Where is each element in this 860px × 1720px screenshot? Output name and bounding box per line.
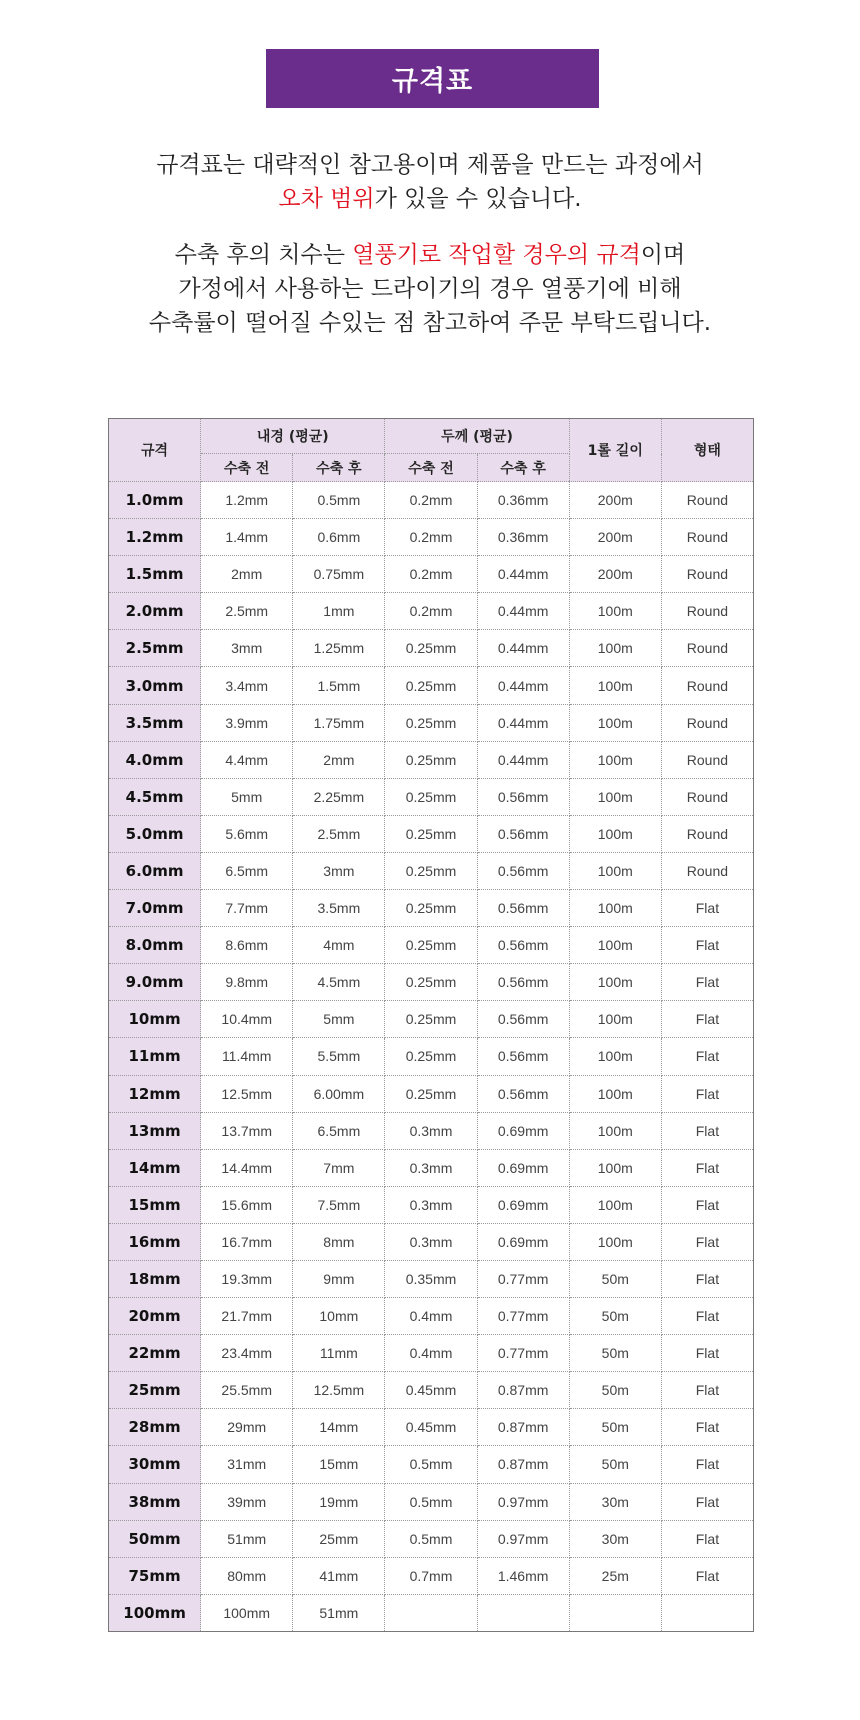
cell-thickness-before: 0.25mm [385, 1038, 477, 1075]
cell-inner-before: 8.6mm [201, 927, 293, 964]
cell-thickness-after: 0.44mm [477, 630, 569, 667]
cell-shape: Round [661, 630, 753, 667]
cell-roll-length: 100m [569, 1112, 661, 1149]
cell-shape: Flat [661, 1483, 753, 1520]
cell-inner-before: 15.6mm [201, 1186, 293, 1223]
cell-thickness-before: 0.2mm [385, 556, 477, 593]
header-roll-length: 1롤 길이 [569, 419, 661, 482]
cell-inner-before: 25.5mm [201, 1372, 293, 1409]
table-row [109, 778, 754, 815]
cell-roll-length: 200m [569, 556, 661, 593]
notice-line: 가정에서 사용하는 드라이기의 경우 열풍기에 비해 [178, 276, 682, 302]
table-row [109, 1186, 754, 1223]
cell-roll-length: 50m [569, 1298, 661, 1335]
cell-inner-before: 19.3mm [201, 1260, 293, 1297]
table-row [109, 964, 754, 1001]
cell-shape: Round [661, 815, 753, 852]
cell-spec: 9.0mm [109, 964, 201, 1001]
cell-spec: 50mm [109, 1520, 201, 1557]
cell-inner-before: 7.7mm [201, 890, 293, 927]
cell-spec: 38mm [109, 1483, 201, 1520]
table-row [109, 741, 754, 778]
cell-thickness-before: 0.25mm [385, 667, 477, 704]
cell-thickness-before: 0.25mm [385, 630, 477, 667]
cell-inner-before: 1.4mm [201, 519, 293, 556]
cell-thickness-before: 0.25mm [385, 964, 477, 1001]
table-row [109, 630, 754, 667]
cell-roll-length: 100m [569, 964, 661, 1001]
cell-spec: 2.5mm [109, 630, 201, 667]
cell-spec: 15mm [109, 1186, 201, 1223]
cell-inner-after: 9mm [293, 1260, 385, 1297]
cell-roll-length: 100m [569, 815, 661, 852]
cell-shape: Round [661, 667, 753, 704]
cell-inner-before: 2mm [201, 556, 293, 593]
cell-spec: 1.5mm [109, 556, 201, 593]
table-row [109, 1112, 754, 1149]
cell-shape: Round [661, 852, 753, 889]
cell-thickness-after: 0.44mm [477, 741, 569, 778]
cell-thickness-after: 0.44mm [477, 704, 569, 741]
cell-thickness-after: 0.44mm [477, 556, 569, 593]
cell-thickness-before: 0.7mm [385, 1557, 477, 1594]
cell-inner-after: 8mm [293, 1223, 385, 1260]
cell-spec: 5.0mm [109, 815, 201, 852]
table-row [109, 1520, 754, 1557]
cell-spec: 20mm [109, 1298, 201, 1335]
cell-shape: Round [661, 519, 753, 556]
cell-thickness-after: 0.44mm [477, 667, 569, 704]
table-row [109, 1335, 754, 1372]
cell-roll-length: 25m [569, 1557, 661, 1594]
cell-thickness-before: 0.2mm [385, 593, 477, 630]
cell-inner-after: 2.25mm [293, 778, 385, 815]
page-title: 규격표 [266, 49, 599, 108]
cell-thickness-before: 0.3mm [385, 1186, 477, 1223]
cell-thickness-before: 0.5mm [385, 1520, 477, 1557]
cell-inner-before: 9.8mm [201, 964, 293, 1001]
cell-thickness-after: 0.87mm [477, 1409, 569, 1446]
table-row [109, 1223, 754, 1260]
cell-spec: 3.0mm [109, 667, 201, 704]
cell-thickness-before: 0.25mm [385, 1001, 477, 1038]
cell-thickness-before: 0.4mm [385, 1335, 477, 1372]
cell-roll-length: 200m [569, 482, 661, 519]
cell-thickness-after: 0.44mm [477, 593, 569, 630]
cell-spec: 8.0mm [109, 927, 201, 964]
cell-shape: Flat [661, 1075, 753, 1112]
cell-thickness-before: 0.25mm [385, 778, 477, 815]
cell-inner-after: 14mm [293, 1409, 385, 1446]
cell-roll-length: 30m [569, 1483, 661, 1520]
cell-spec: 25mm [109, 1372, 201, 1409]
cell-inner-before: 23.4mm [201, 1335, 293, 1372]
table-row [109, 1001, 754, 1038]
cell-thickness-after: 0.56mm [477, 815, 569, 852]
header-inner-before: 수축 전 [201, 454, 293, 482]
cell-inner-before: 13.7mm [201, 1112, 293, 1149]
cell-roll-length: 100m [569, 778, 661, 815]
cell-spec: 3.5mm [109, 704, 201, 741]
cell-shape: Round [661, 556, 753, 593]
cell-shape: Flat [661, 1446, 753, 1483]
table-row [109, 1409, 754, 1446]
table-row [109, 1038, 754, 1075]
cell-shape: Round [661, 778, 753, 815]
cell-thickness-before: 0.3mm [385, 1149, 477, 1186]
cell-inner-after: 0.6mm [293, 519, 385, 556]
cell-thickness-after: 0.87mm [477, 1446, 569, 1483]
cell-roll-length: 100m [569, 741, 661, 778]
cell-inner-before: 100mm [201, 1594, 293, 1631]
cell-thickness-after: 0.69mm [477, 1112, 569, 1149]
cell-thickness-before: 0.25mm [385, 890, 477, 927]
cell-inner-after: 2.5mm [293, 815, 385, 852]
cell-thickness-after: 0.56mm [477, 1001, 569, 1038]
cell-shape: Flat [661, 1038, 753, 1075]
cell-inner-before: 39mm [201, 1483, 293, 1520]
cell-inner-before: 6.5mm [201, 852, 293, 889]
cell-inner-before: 3mm [201, 630, 293, 667]
cell-thickness-before: 0.2mm [385, 482, 477, 519]
table-row [109, 1557, 754, 1594]
cell-roll-length: 100m [569, 630, 661, 667]
cell-inner-after: 5.5mm [293, 1038, 385, 1075]
table-row [109, 1372, 754, 1409]
header-thickness: 두께 (평균) [385, 419, 569, 454]
cell-thickness-before [385, 1594, 477, 1631]
cell-roll-length: 50m [569, 1372, 661, 1409]
cell-roll-length: 100m [569, 1001, 661, 1038]
cell-inner-after: 11mm [293, 1335, 385, 1372]
cell-inner-before: 80mm [201, 1557, 293, 1594]
cell-thickness-before: 0.4mm [385, 1298, 477, 1335]
table-row [109, 482, 754, 519]
cell-shape: Round [661, 704, 753, 741]
cell-inner-after: 3.5mm [293, 890, 385, 927]
notice-text: 이며 [640, 242, 686, 268]
cell-inner-after: 1mm [293, 593, 385, 630]
cell-shape: Flat [661, 1260, 753, 1297]
cell-thickness-after: 0.97mm [477, 1520, 569, 1557]
cell-spec: 4.5mm [109, 778, 201, 815]
cell-spec: 1.0mm [109, 482, 201, 519]
cell-shape [661, 1594, 753, 1631]
cell-thickness-before: 0.25mm [385, 741, 477, 778]
table-row [109, 704, 754, 741]
cell-shape: Flat [661, 1557, 753, 1594]
cell-thickness-after: 1.46mm [477, 1557, 569, 1594]
cell-roll-length: 100m [569, 852, 661, 889]
cell-shape: Flat [661, 964, 753, 1001]
cell-inner-after: 12.5mm [293, 1372, 385, 1409]
table-row [109, 1075, 754, 1112]
table-row [109, 890, 754, 927]
table-row [109, 1298, 754, 1335]
cell-inner-after: 41mm [293, 1557, 385, 1594]
cell-inner-before: 16.7mm [201, 1223, 293, 1260]
cell-inner-after: 1.25mm [293, 630, 385, 667]
header-spec: 규격 [109, 419, 201, 482]
cell-inner-before: 29mm [201, 1409, 293, 1446]
cell-thickness-before: 0.3mm [385, 1223, 477, 1260]
cell-inner-before: 51mm [201, 1520, 293, 1557]
cell-roll-length: 100m [569, 890, 661, 927]
table-row [109, 556, 754, 593]
cell-thickness-after: 0.69mm [477, 1223, 569, 1260]
cell-spec: 18mm [109, 1260, 201, 1297]
cell-inner-after: 51mm [293, 1594, 385, 1631]
cell-spec: 16mm [109, 1223, 201, 1260]
cell-spec: 4.0mm [109, 741, 201, 778]
cell-inner-before: 5mm [201, 778, 293, 815]
cell-spec: 14mm [109, 1149, 201, 1186]
cell-thickness-after: 0.56mm [477, 852, 569, 889]
cell-inner-after: 1.75mm [293, 704, 385, 741]
cell-spec: 12mm [109, 1075, 201, 1112]
cell-inner-after: 3mm [293, 852, 385, 889]
cell-thickness-after: 0.77mm [477, 1260, 569, 1297]
cell-inner-after: 0.75mm [293, 556, 385, 593]
cell-thickness-after: 0.56mm [477, 964, 569, 1001]
cell-shape: Flat [661, 927, 753, 964]
cell-shape: Flat [661, 1520, 753, 1557]
table-body [109, 482, 754, 1632]
cell-thickness-before: 0.3mm [385, 1112, 477, 1149]
cell-roll-length: 100m [569, 1223, 661, 1260]
cell-spec: 13mm [109, 1112, 201, 1149]
table-row [109, 1149, 754, 1186]
cell-roll-length: 100m [569, 667, 661, 704]
cell-shape: Flat [661, 1149, 753, 1186]
header-thickness-after: 수축 후 [477, 454, 569, 482]
cell-spec: 75mm [109, 1557, 201, 1594]
cell-thickness-after: 0.36mm [477, 482, 569, 519]
cell-shape: Flat [661, 1112, 753, 1149]
cell-roll-length: 50m [569, 1335, 661, 1372]
header-shape: 형태 [661, 419, 753, 482]
table-row [109, 667, 754, 704]
cell-inner-after: 4mm [293, 927, 385, 964]
cell-roll-length: 50m [569, 1260, 661, 1297]
notice-text: 가 있을 수 있습니다. [374, 186, 582, 212]
cell-shape: Flat [661, 890, 753, 927]
cell-thickness-before: 0.2mm [385, 519, 477, 556]
cell-inner-before: 31mm [201, 1446, 293, 1483]
cell-thickness-before: 0.5mm [385, 1446, 477, 1483]
cell-inner-before: 10.4mm [201, 1001, 293, 1038]
cell-inner-before: 3.4mm [201, 667, 293, 704]
cell-spec: 22mm [109, 1335, 201, 1372]
cell-thickness-after: 0.56mm [477, 927, 569, 964]
cell-shape: Flat [661, 1372, 753, 1409]
cell-roll-length: 100m [569, 1075, 661, 1112]
notice-text: 수축 후의 치수는 [174, 242, 353, 268]
cell-roll-length: 50m [569, 1409, 661, 1446]
cell-roll-length: 50m [569, 1446, 661, 1483]
table-row [109, 815, 754, 852]
cell-roll-length: 100m [569, 1149, 661, 1186]
table-row [109, 852, 754, 889]
cell-inner-after: 15mm [293, 1446, 385, 1483]
header-inner-diameter: 내경 (평균) [201, 419, 385, 454]
cell-inner-before: 2.5mm [201, 593, 293, 630]
cell-roll-length: 100m [569, 927, 661, 964]
cell-spec: 30mm [109, 1446, 201, 1483]
cell-thickness-before: 0.25mm [385, 1075, 477, 1112]
cell-inner-before: 4.4mm [201, 741, 293, 778]
cell-inner-after: 25mm [293, 1520, 385, 1557]
cell-thickness-after: 0.77mm [477, 1335, 569, 1372]
cell-shape: Flat [661, 1298, 753, 1335]
cell-shape: Flat [661, 1409, 753, 1446]
table-row [109, 927, 754, 964]
notice-tolerance [0, 148, 860, 216]
cell-roll-length: 100m [569, 1186, 661, 1223]
notice-shrinkage [0, 238, 860, 340]
cell-inner-before: 21.7mm [201, 1298, 293, 1335]
table-row [109, 593, 754, 630]
cell-inner-after: 4.5mm [293, 964, 385, 1001]
cell-shape: Round [661, 482, 753, 519]
table-row [109, 1594, 754, 1631]
cell-thickness-after: 0.36mm [477, 519, 569, 556]
cell-inner-after: 19mm [293, 1483, 385, 1520]
cell-spec: 7.0mm [109, 890, 201, 927]
cell-spec: 6.0mm [109, 852, 201, 889]
cell-roll-length [569, 1594, 661, 1631]
cell-inner-after: 10mm [293, 1298, 385, 1335]
cell-shape: Flat [661, 1335, 753, 1372]
cell-roll-length: 200m [569, 519, 661, 556]
cell-thickness-before: 0.5mm [385, 1483, 477, 1520]
cell-roll-length: 30m [569, 1520, 661, 1557]
cell-thickness-before: 0.25mm [385, 927, 477, 964]
cell-thickness-after: 0.97mm [477, 1483, 569, 1520]
cell-thickness-after: 0.87mm [477, 1372, 569, 1409]
cell-inner-before: 14.4mm [201, 1149, 293, 1186]
cell-shape: Flat [661, 1186, 753, 1223]
cell-inner-before: 11.4mm [201, 1038, 293, 1075]
cell-inner-after: 2mm [293, 741, 385, 778]
cell-spec: 11mm [109, 1038, 201, 1075]
cell-inner-before: 3.9mm [201, 704, 293, 741]
cell-inner-before: 1.2mm [201, 482, 293, 519]
cell-shape: Round [661, 741, 753, 778]
cell-spec: 1.2mm [109, 519, 201, 556]
cell-spec: 100mm [109, 1594, 201, 1631]
cell-shape: Round [661, 593, 753, 630]
header-inner-after: 수축 후 [293, 454, 385, 482]
cell-thickness-before: 0.45mm [385, 1372, 477, 1409]
highlight-text: 열풍기로 작업할 경우의 규격 [352, 242, 641, 268]
cell-shape: Flat [661, 1223, 753, 1260]
cell-spec: 10mm [109, 1001, 201, 1038]
cell-thickness-before: 0.45mm [385, 1409, 477, 1446]
cell-inner-after: 5mm [293, 1001, 385, 1038]
table-row [109, 1260, 754, 1297]
header-thickness-before: 수축 전 [385, 454, 477, 482]
notice-line [0, 182, 860, 216]
table-header-row [109, 419, 754, 454]
cell-thickness-after: 0.56mm [477, 890, 569, 927]
cell-inner-before: 12.5mm [201, 1075, 293, 1112]
cell-thickness-after: 0.69mm [477, 1186, 569, 1223]
spec-table [108, 418, 754, 1632]
notice-line [0, 238, 860, 272]
notice-line: 규격표는 대략적인 참고용이며 제품을 만드는 과정에서 [156, 152, 704, 178]
table-row [109, 1446, 754, 1483]
table-row [109, 1483, 754, 1520]
cell-spec: 28mm [109, 1409, 201, 1446]
highlight-text: 오차 범위 [278, 186, 375, 212]
table-row [109, 519, 754, 556]
cell-inner-before: 5.6mm [201, 815, 293, 852]
cell-inner-after: 6.5mm [293, 1112, 385, 1149]
cell-roll-length: 100m [569, 704, 661, 741]
cell-thickness-after: 0.56mm [477, 778, 569, 815]
cell-thickness-after: 0.56mm [477, 1038, 569, 1075]
cell-thickness-after [477, 1594, 569, 1631]
cell-inner-after: 7mm [293, 1149, 385, 1186]
cell-thickness-before: 0.25mm [385, 704, 477, 741]
cell-thickness-before: 0.25mm [385, 852, 477, 889]
cell-shape: Flat [661, 1001, 753, 1038]
cell-roll-length: 100m [569, 1038, 661, 1075]
cell-thickness-after: 0.77mm [477, 1298, 569, 1335]
notice-line: 수축률이 떨어질 수있는 점 참고하여 주문 부탁드립니다. [148, 310, 712, 336]
cell-thickness-before: 0.35mm [385, 1260, 477, 1297]
cell-inner-after: 1.5mm [293, 667, 385, 704]
cell-thickness-after: 0.56mm [477, 1075, 569, 1112]
cell-thickness-before: 0.25mm [385, 815, 477, 852]
cell-inner-after: 0.5mm [293, 482, 385, 519]
cell-roll-length: 100m [569, 593, 661, 630]
cell-inner-after: 6.00mm [293, 1075, 385, 1112]
cell-inner-after: 7.5mm [293, 1186, 385, 1223]
cell-thickness-after: 0.69mm [477, 1149, 569, 1186]
cell-spec: 2.0mm [109, 593, 201, 630]
